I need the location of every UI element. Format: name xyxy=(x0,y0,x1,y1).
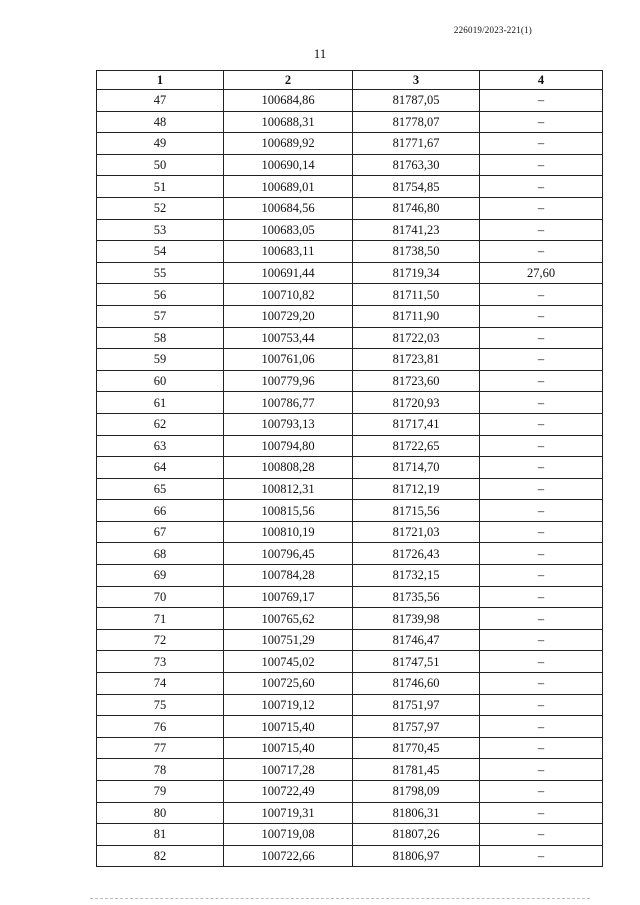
cell-point-number: 63 xyxy=(97,435,224,457)
table-row xyxy=(97,694,603,716)
cell-y-coordinate: 81781,45 xyxy=(353,759,480,781)
cell-distance: – xyxy=(480,565,603,587)
table-row xyxy=(97,241,603,263)
table-row xyxy=(97,565,603,587)
cell-distance: – xyxy=(480,802,603,824)
cell-x-coordinate: 100729,20 xyxy=(224,305,353,327)
cell-y-coordinate: 81720,93 xyxy=(353,392,480,414)
table-row xyxy=(97,802,603,824)
cell-distance: – xyxy=(480,241,603,263)
cell-x-coordinate: 100710,82 xyxy=(224,284,353,306)
cell-distance: – xyxy=(480,176,603,198)
cell-x-coordinate: 100689,01 xyxy=(224,176,353,198)
cell-y-coordinate: 81738,50 xyxy=(353,241,480,263)
cell-point-number: 82 xyxy=(97,845,224,867)
cell-point-number: 57 xyxy=(97,305,224,327)
cell-y-coordinate: 81722,03 xyxy=(353,327,480,349)
cell-point-number: 55 xyxy=(97,262,224,284)
cell-x-coordinate: 100815,56 xyxy=(224,500,353,522)
table-row xyxy=(97,133,603,155)
cell-y-coordinate: 81711,90 xyxy=(353,305,480,327)
cell-distance: – xyxy=(480,370,603,392)
cell-x-coordinate: 100717,28 xyxy=(224,759,353,781)
cell-distance: – xyxy=(480,478,603,500)
cell-point-number: 62 xyxy=(97,413,224,435)
cell-x-coordinate: 100691,44 xyxy=(224,262,353,284)
cell-distance: – xyxy=(480,845,603,867)
cell-distance: – xyxy=(480,197,603,219)
cell-distance: – xyxy=(480,737,603,759)
cell-point-number: 51 xyxy=(97,176,224,198)
cell-distance: – xyxy=(480,284,603,306)
cell-x-coordinate: 100725,60 xyxy=(224,673,353,695)
cell-point-number: 72 xyxy=(97,629,224,651)
table-body xyxy=(97,90,603,867)
table-row xyxy=(97,219,603,241)
cell-point-number: 76 xyxy=(97,716,224,738)
cell-distance: – xyxy=(480,651,603,673)
column-header-x: 2 xyxy=(224,71,353,90)
cell-x-coordinate: 100719,31 xyxy=(224,802,353,824)
cell-distance: – xyxy=(480,349,603,371)
cell-y-coordinate: 81807,26 xyxy=(353,824,480,846)
cell-y-coordinate: 81735,56 xyxy=(353,586,480,608)
table-row xyxy=(97,521,603,543)
cell-point-number: 54 xyxy=(97,241,224,263)
cell-distance: – xyxy=(480,305,603,327)
cell-point-number: 48 xyxy=(97,111,224,133)
cell-distance: – xyxy=(480,543,603,565)
cell-x-coordinate: 100769,17 xyxy=(224,586,353,608)
cell-x-coordinate: 100745,02 xyxy=(224,651,353,673)
cell-distance: – xyxy=(480,435,603,457)
cell-x-coordinate: 100765,62 xyxy=(224,608,353,630)
cell-distance: – xyxy=(480,673,603,695)
cell-distance: – xyxy=(480,111,603,133)
cell-point-number: 50 xyxy=(97,154,224,176)
cell-y-coordinate: 81719,34 xyxy=(353,262,480,284)
table-row xyxy=(97,154,603,176)
cell-y-coordinate: 81726,43 xyxy=(353,543,480,565)
cell-x-coordinate: 100684,86 xyxy=(224,90,353,112)
cell-y-coordinate: 81806,31 xyxy=(353,802,480,824)
column-header-y: 3 xyxy=(353,71,480,90)
cell-x-coordinate: 100719,12 xyxy=(224,694,353,716)
cell-x-coordinate: 100690,14 xyxy=(224,154,353,176)
cell-x-coordinate: 100683,11 xyxy=(224,241,353,263)
cell-distance: – xyxy=(480,586,603,608)
cell-x-coordinate: 100810,19 xyxy=(224,521,353,543)
cell-x-coordinate: 100715,40 xyxy=(224,716,353,738)
cell-x-coordinate: 100719,08 xyxy=(224,824,353,846)
cell-distance: – xyxy=(480,629,603,651)
cell-y-coordinate: 81751,97 xyxy=(353,694,480,716)
cell-distance: – xyxy=(480,154,603,176)
cell-point-number: 70 xyxy=(97,586,224,608)
cell-y-coordinate: 81787,05 xyxy=(353,90,480,112)
table-row xyxy=(97,716,603,738)
table-row xyxy=(97,629,603,651)
cell-y-coordinate: 81741,23 xyxy=(353,219,480,241)
table-row xyxy=(97,651,603,673)
table-row xyxy=(97,759,603,781)
cell-x-coordinate: 100751,29 xyxy=(224,629,353,651)
cell-y-coordinate: 81757,97 xyxy=(353,716,480,738)
cell-y-coordinate: 81723,60 xyxy=(353,370,480,392)
cell-x-coordinate: 100779,96 xyxy=(224,370,353,392)
cell-y-coordinate: 81711,50 xyxy=(353,284,480,306)
cell-point-number: 47 xyxy=(97,90,224,112)
table-row xyxy=(97,478,603,500)
cell-y-coordinate: 81747,51 xyxy=(353,651,480,673)
cell-y-coordinate: 81739,98 xyxy=(353,608,480,630)
table-row xyxy=(97,262,603,284)
cell-x-coordinate: 100683,05 xyxy=(224,219,353,241)
cell-point-number: 79 xyxy=(97,781,224,803)
cell-distance: – xyxy=(480,824,603,846)
table-row xyxy=(97,90,603,112)
table-row xyxy=(97,197,603,219)
table-row xyxy=(97,781,603,803)
table-row xyxy=(97,392,603,414)
table-row xyxy=(97,824,603,846)
cell-point-number: 64 xyxy=(97,457,224,479)
cell-y-coordinate: 81763,30 xyxy=(353,154,480,176)
table-row xyxy=(97,608,603,630)
table-row xyxy=(97,673,603,695)
cell-distance: – xyxy=(480,133,603,155)
cell-x-coordinate: 100808,28 xyxy=(224,457,353,479)
cell-y-coordinate: 81746,60 xyxy=(353,673,480,695)
table-row xyxy=(97,500,603,522)
cell-x-coordinate: 100722,66 xyxy=(224,845,353,867)
cell-point-number: 78 xyxy=(97,759,224,781)
cell-point-number: 66 xyxy=(97,500,224,522)
cell-y-coordinate: 81754,85 xyxy=(353,176,480,198)
table-row xyxy=(97,413,603,435)
cell-point-number: 80 xyxy=(97,802,224,824)
cell-x-coordinate: 100722,49 xyxy=(224,781,353,803)
cell-distance: – xyxy=(480,327,603,349)
cell-distance: 27,60 xyxy=(480,262,603,284)
cell-point-number: 53 xyxy=(97,219,224,241)
cell-point-number: 75 xyxy=(97,694,224,716)
table-row xyxy=(97,457,603,479)
cell-x-coordinate: 100684,56 xyxy=(224,197,353,219)
column-header-point: 1 xyxy=(97,71,224,90)
cell-x-coordinate: 100715,40 xyxy=(224,737,353,759)
cell-point-number: 74 xyxy=(97,673,224,695)
table-row xyxy=(97,435,603,457)
cell-point-number: 61 xyxy=(97,392,224,414)
table-row xyxy=(97,327,603,349)
table-row xyxy=(97,349,603,371)
cell-y-coordinate: 81806,97 xyxy=(353,845,480,867)
cell-distance: – xyxy=(480,608,603,630)
cell-y-coordinate: 81717,41 xyxy=(353,413,480,435)
cell-x-coordinate: 100689,92 xyxy=(224,133,353,155)
table-row xyxy=(97,111,603,133)
cell-distance: – xyxy=(480,500,603,522)
cell-point-number: 59 xyxy=(97,349,224,371)
cell-distance: – xyxy=(480,392,603,414)
cell-point-number: 67 xyxy=(97,521,224,543)
cell-point-number: 71 xyxy=(97,608,224,630)
cell-distance: – xyxy=(480,90,603,112)
cell-point-number: 68 xyxy=(97,543,224,565)
cell-distance: – xyxy=(480,716,603,738)
cell-distance: – xyxy=(480,219,603,241)
table-row xyxy=(97,370,603,392)
document-number: 226019/2023-221(1) xyxy=(453,25,532,35)
cell-x-coordinate: 100786,77 xyxy=(224,392,353,414)
cell-y-coordinate: 81712,19 xyxy=(353,478,480,500)
cell-y-coordinate: 81722,65 xyxy=(353,435,480,457)
cell-x-coordinate: 100794,80 xyxy=(224,435,353,457)
column-header-distance: 4 xyxy=(480,71,603,90)
cell-y-coordinate: 81732,15 xyxy=(353,565,480,587)
table-row xyxy=(97,586,603,608)
coordinates-table xyxy=(96,70,603,867)
table-row xyxy=(97,305,603,327)
cell-x-coordinate: 100784,28 xyxy=(224,565,353,587)
cell-x-coordinate: 100761,06 xyxy=(224,349,353,371)
cell-y-coordinate: 81778,07 xyxy=(353,111,480,133)
cell-point-number: 69 xyxy=(97,565,224,587)
cell-y-coordinate: 81771,67 xyxy=(353,133,480,155)
cell-point-number: 81 xyxy=(97,824,224,846)
cell-distance: – xyxy=(480,781,603,803)
cell-point-number: 60 xyxy=(97,370,224,392)
table-row xyxy=(97,176,603,198)
table-header-row xyxy=(97,71,603,90)
cell-y-coordinate: 81798,09 xyxy=(353,781,480,803)
cell-x-coordinate: 100753,44 xyxy=(224,327,353,349)
cell-x-coordinate: 100793,13 xyxy=(224,413,353,435)
cell-distance: – xyxy=(480,759,603,781)
cell-point-number: 58 xyxy=(97,327,224,349)
cell-y-coordinate: 81746,80 xyxy=(353,197,480,219)
cell-y-coordinate: 81715,56 xyxy=(353,500,480,522)
table-row xyxy=(97,284,603,306)
cell-y-coordinate: 81770,45 xyxy=(353,737,480,759)
cell-distance: – xyxy=(480,694,603,716)
table-row xyxy=(97,845,603,867)
page-number: 11 xyxy=(313,46,327,61)
cell-y-coordinate: 81723,81 xyxy=(353,349,480,371)
cell-distance: – xyxy=(480,521,603,543)
cell-point-number: 49 xyxy=(97,133,224,155)
cell-y-coordinate: 81746,47 xyxy=(353,629,480,651)
cell-point-number: 77 xyxy=(97,737,224,759)
bottom-scan-artifact xyxy=(90,898,590,901)
cell-x-coordinate: 100796,45 xyxy=(224,543,353,565)
cell-distance: – xyxy=(480,457,603,479)
table-row xyxy=(97,737,603,759)
cell-distance: – xyxy=(480,413,603,435)
cell-point-number: 52 xyxy=(97,197,224,219)
table-row xyxy=(97,543,603,565)
cell-y-coordinate: 81721,03 xyxy=(353,521,480,543)
cell-point-number: 56 xyxy=(97,284,224,306)
cell-x-coordinate: 100812,31 xyxy=(224,478,353,500)
cell-point-number: 65 xyxy=(97,478,224,500)
cell-y-coordinate: 81714,70 xyxy=(353,457,480,479)
cell-point-number: 73 xyxy=(97,651,224,673)
cell-x-coordinate: 100688,31 xyxy=(224,111,353,133)
